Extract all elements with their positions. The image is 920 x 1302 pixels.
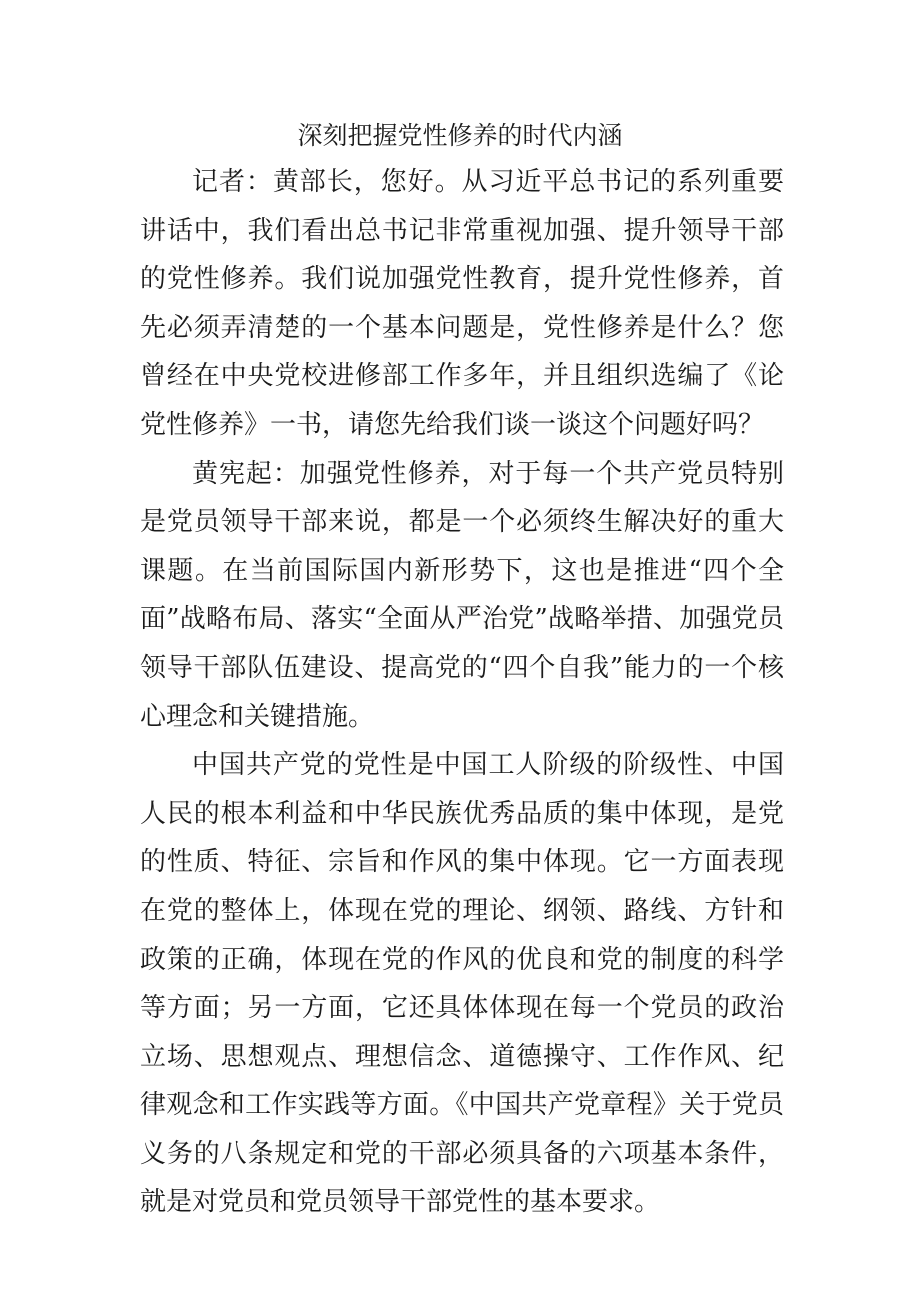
document-title: 深刻把握党性修养的时代内涵 [297, 121, 623, 150]
paragraph-interview-question: 记者：黄部长，您好。从习近平总书记的系列重要讲话中，我们看出总书记非常重视加强、提升领导干部的党性修养。我们说加强党性教育，提升党性修养，首先必须弄清楚的一个基本问题是，党性修养是什么？您曾经在中央党校进修部工作多年，并且组织选编了《论党性修养》一书，请您先给我们谈一谈这个问题好吗？ [140, 167, 784, 440]
paragraph-answer-intro: 黄宪起：加强党性修养，对于每一个共产党员特别是党员领导干部来说，都是一个必须终生解决好的重大课题。在当前国际国内新形势下，这也是推进“四个全面”战略布局、落实“全面从严治党”战略举措、加强党员领导干部队伍建设、提高党的“四个自我”能力的一个核心理念和关键措施。 [140, 458, 784, 732]
document-body [140, 158, 784, 1227]
paragraph-party-nature: 中国共产党的党性是中国工人阶级的阶级性、中国人民的根本利益和中华民族优秀品质的集中体现，是党的性质、特征、宗旨和作风的集中体现。它一方面表现在党的整体上，体现在党的理论、纲领、路线、方针和政策的正确，体现在党的作风的优良和党的制度的科学等方面；另一方面，它还具体体现在每一个党员的政治立场、思想观点、理想信念、道德操守、工作作风、纪律观念和工作实践等方面。《中国共产党章程》关于党员义务的八条规定和党的干部必须具备的六项基本条件，就是对党员和党员领导干部党性的基本要求。 [140, 750, 784, 1218]
